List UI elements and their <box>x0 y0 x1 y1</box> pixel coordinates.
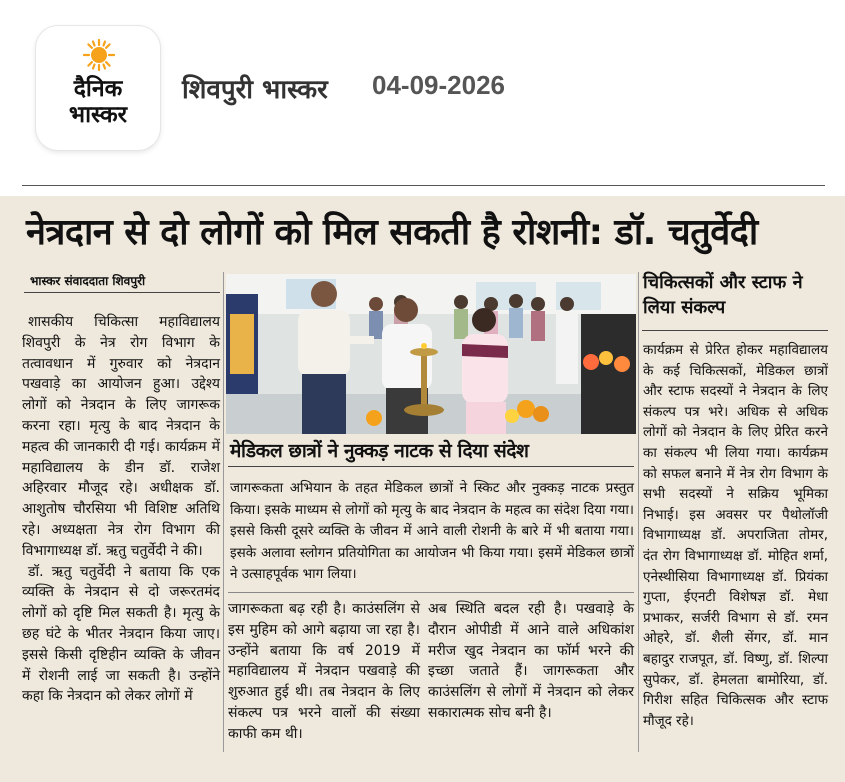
photo-story-text: जागरूकता अभियान के तहत मेडिकल छात्रों ने स्किट और नुक्कड़ नाटक प्रस्तुत किया। इसके माध्यम से लोगों को मृत्यु के बाद नेत्रदान के महत्व का संदेश दिया गया। इससे किसी दूसरे व्यक्ति के जीवन में आने वाली रोशनी के बारे में भी बताया गया। इसके अलावा स्लोगन प्रतियोगिता का आयोजन भी किया गया। इसमें मेडिकल छात्रों ने उत्साहपूर्वक भाग लिया। <box>230 480 634 582</box>
sidebar-heading-divider <box>642 330 828 331</box>
edition-name: शिवपुरी भास्कर <box>182 75 328 105</box>
column-divider <box>638 272 639 752</box>
article-paragraph: शासकीय चिकित्सा महाविद्यालय शिवपुरी के नेत्र रोग विभाग के तत्वावधान में गुरुवार को नेत्रदान पखवाड़े का आयोजन हुआ। उद्देश्य लोगों को नेत्रदान के लिए जागरूक करना रहा। मृत्यु के बाद नेत्रदान के महत्व की जानकारी दी गई। कार्यक्रम में महाविद्यालय के डीन डॉ. राजेश अहिरवार मौजूद रहे। अधीक्षक डॉ. आशुतोष चौरसिया भी विशिष्ट अतिथि रहे। अध्यक्षता नेत्र रोग विभाग की विभागाध्यक्ष डॉ. ऋतु चतुर्वेदी ने की। <box>22 314 220 559</box>
article-headline: नेत्रदान से दो लोगों को मिल सकती है रोशनी: डॉ. चतुर्वेदी <box>26 212 758 253</box>
dainik-bhaskar-logo[interactable] <box>36 26 160 150</box>
logo-text-line2: भास्कर <box>68 102 128 128</box>
caption-divider <box>228 466 634 467</box>
section-divider <box>228 592 634 593</box>
sun-icon <box>82 38 116 72</box>
header-divider <box>22 185 825 186</box>
article-column-2: जागरूकता बढ़ रही है। काउंसलिंग से इस मुहिम को आगे बढ़ाया जा रहा है। उन्होंने बताया कि वर्ष 2019 में महाविद्यालय में नेत्रदान पखवाड़े की शुरुआत हुई थी। तब नेत्रदान के लिए संकल्प पत्र भरने वालों की संख्या काफी कम थी। <box>228 601 420 742</box>
sidebar-heading: चिकित्सकों और स्टाफ ने लिया संकल्प <box>643 272 803 318</box>
article-paragraph: डॉ. ऋतु चतुर्वेदी ने बताया कि एक व्यक्ति के नेत्रदान से दो जरूरतमंद लोगों को दृष्टि मिल सकती है। मृत्यु के छह घंटे के भीतर नेत्रदान किया जाए। इससे किसी दृष्टिहीन व्यक्ति के जीवन में रोशनी लाई जा सकती है। उन्होंने कहा कि नेत्रदान को लेकर लोगों में <box>22 563 220 705</box>
article-column-3: अब स्थिति बदल रही है। पखवाड़े के दौरान ओपीडी में आने वाले अधिकांश मरीज खुद नेत्रदान का फॉर्म भरने की इच्छा जताते हैं। जागरूकता और काउंसलिंग से लोगों में नेत्रदान को लेकर सकारात्मक सोच बनी है। <box>428 601 634 721</box>
event-photo <box>226 274 636 434</box>
byline-divider <box>24 292 220 293</box>
column-divider <box>223 272 224 752</box>
byline: भास्कर संवाददाता शिवपुरी <box>30 274 146 288</box>
lamp-lighting-photo <box>226 274 636 434</box>
edition-date: 04-09-2026 <box>372 70 505 100</box>
sidebar-text: कार्यक्रम से प्रेरित होकर महाविद्यालय के कई चिकित्सकों, मेडिकल छात्रों और स्टाफ सदस्यों ने नेत्रदान के लिए संकल्प पत्र भरे। अधिक से अधिक लोगों को नेत्रदान के लिए प्रेरित करने का संकल्प भी लिया गया। कार्यक्रम को सफल बनाने में नेत्र रोग विभाग के सभी सदस्यों ने सक्रिय भूमिका निभाई। इस अवसर पर पैथोलॉजी विभागाध्यक्ष डॉ. अपराजिता तोमर, दंत रोग विभागाध्यक्ष डॉ. मोहित शर्मा, एनेस्थीसिया विभागाध्यक्ष डॉ. प्रियंका गुप्ता, ईएनटी विशेषज्ञ डॉ. मेधा प्रभाकर, सर्जरी विभाग से डॉ. रमन ओहरे, डॉ. शैली सेंगर, डॉ. मान बहादुर राजपूत, डॉ. विष्णु, डॉ. शिल्पा सुपेकर, डॉ. हेमलता बामोरिया, डॉ. गिरीश सहित चिकित्सक और स्टाफ मौजूद रहे। <box>643 342 828 729</box>
logo-text-line1: दैनिक <box>73 76 123 102</box>
article-column-1 <box>22 312 220 707</box>
photo-caption: मेडिकल छात्रों ने नुक्कड़ नाटक से दिया संदेश <box>230 440 529 462</box>
